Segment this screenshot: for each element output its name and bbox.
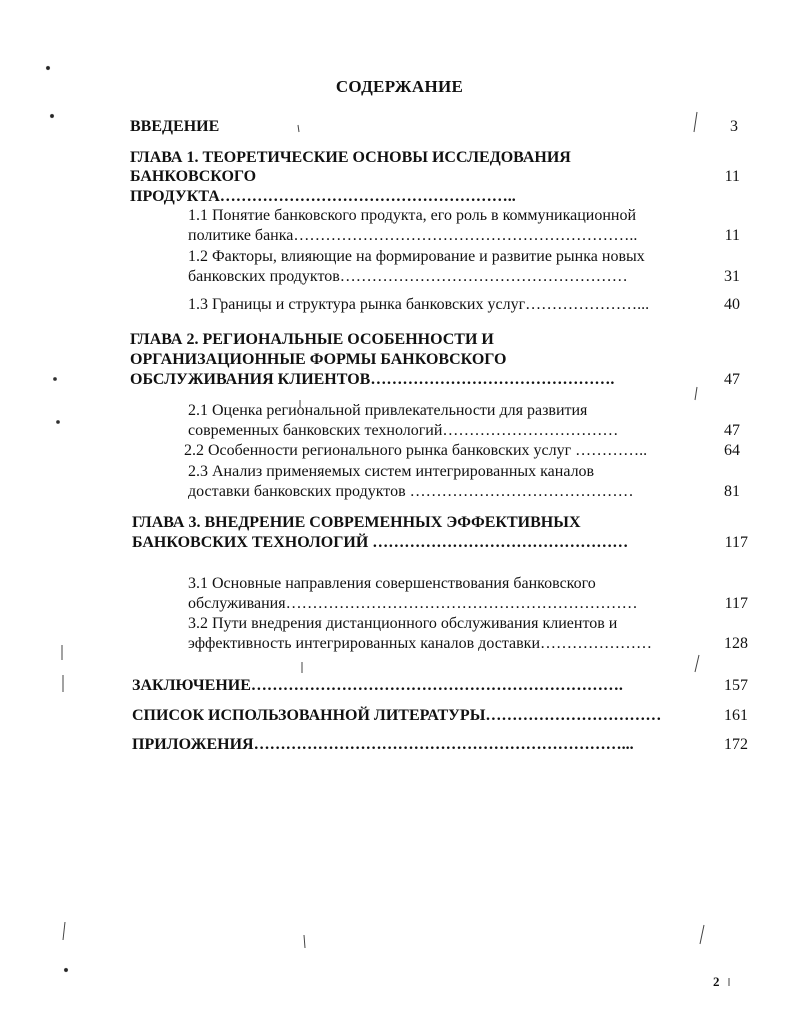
toc-ch3-line2: БАНКОВСКИХ ТЕХНОЛОГИЙ ………………………………………… [132,534,629,551]
toc-1-2-line2: банковских продуктов……………………………………………… [188,268,628,285]
scan-mark [304,935,305,948]
toc-1-1-line1: 1.1 Понятие банковского продукта, его роль в коммуникационной [188,207,637,224]
toc-1-3-page: 40 [724,296,740,313]
toc-ch2-page: 47 [724,371,740,388]
toc-intro-page: 3 [730,118,738,135]
toc-ch1-line3: ПРОДУКТА……………………………………………….. [130,188,516,205]
toc-3-1-line1: 3.1 Основные направления совершенствования банковского [188,575,596,592]
toc-2-1-page: 47 [724,422,740,439]
toc-2-3-page: 81 [724,483,740,500]
toc-1-1-line2: политике банка……………………………………………………….. [188,227,638,244]
toc-3-2-line2: эффективность интегрированных каналов доставки………………… [188,635,652,652]
toc-3-1-line2: обслуживания………………………………………………………… [188,595,638,612]
toc-3-2-page: 128 [724,635,748,652]
scan-speck [46,66,49,69]
toc-ch2-line2: ОРГАНИЗАЦИОННЫЕ ФОРМЫ БАНКОВСКОГО [130,351,507,368]
page-title: СОДЕРЖАНИЕ [335,77,464,96]
scan-speck [54,378,57,381]
toc-bibliography-label: СПИСОК ИСПОЛЬЗОВАННОЙ ЛИТЕРАТУРЫ…………………………… [132,707,662,724]
toc-ch2-line1: ГЛАВА 2. РЕГИОНАЛЬНЫЕ ОСОБЕННОСТИ И [130,331,494,348]
toc-ch1-line1: ГЛАВА 1. ТЕОРЕТИЧЕСКИЕ ОСНОВЫ ИССЛЕДОВАНИЯ [130,149,571,166]
toc-3-1-page: 117 [724,595,748,612]
toc-conclusion-page: 157 [724,677,748,694]
toc-intro-label: ВВЕДЕНИЕ [130,118,220,135]
toc-1-3-line1: 1.3 Границы и структура рынка банковских услуг…………………... [188,296,650,313]
scan-speck [64,968,67,971]
toc-2-3-line2: доставки банковских продуктов …………………………………… [188,483,634,500]
toc-ch1-page: 11 [724,168,740,185]
scan-mark [298,125,299,132]
toc-ch2-line3: ОБСЛУЖИВАНИЯ КЛИЕНТОВ………………………………………. [130,371,615,388]
toc-3-2-line1: 3.2 Пути внедрения дистанционного обслуживания клиентов и [188,615,618,632]
scan-speck [50,114,53,117]
scan-mark [694,112,697,132]
toc-2-2-line1: 2.2 Особенности регионального рынка банковских услуг ………….. [184,442,648,459]
toc-1-1-page: 11 [724,227,740,244]
toc-2-1-line2: современных банковских технологий…………………………… [188,422,619,439]
toc-2-3-line1: 2.3 Анализ применяемых систем интегрированных каналов [188,463,595,480]
toc-ch3-line1: ГЛАВА 3. ВНЕДРЕНИЕ СОВРЕМЕННЫХ ЭФФЕКТИВНЫХ [132,514,581,531]
toc-1-2-line1: 1.2 Факторы, влияющие на формирование и развитие рынка новых [188,248,645,265]
toc-1-2-page: 31 [724,268,740,285]
scan-mark [63,922,65,940]
page-number: 2 [713,974,720,989]
toc-2-1-line1: 2.1 Оценка регионaльной привлекательности для развития [188,402,588,419]
toc-ch3-page: 117 [724,534,748,551]
toc-ch1-line2: БАНКОВСКОГО [130,168,257,185]
scan-mark [695,655,699,672]
toc-appendix-page: 172 [724,736,748,753]
scan-mark [700,925,704,944]
toc-2-2-page: 64 [724,442,740,459]
scan-mark [695,387,697,400]
toc-appendix-label: ПРИЛОЖЕНИЯ……………………………………………………………... [132,736,634,753]
toc-conclusion-label: ЗАКЛЮЧЕНИЕ……………………………………………………………. [132,677,623,694]
toc-bibliography-page: 161 [724,707,748,724]
scan-speck [57,421,60,424]
